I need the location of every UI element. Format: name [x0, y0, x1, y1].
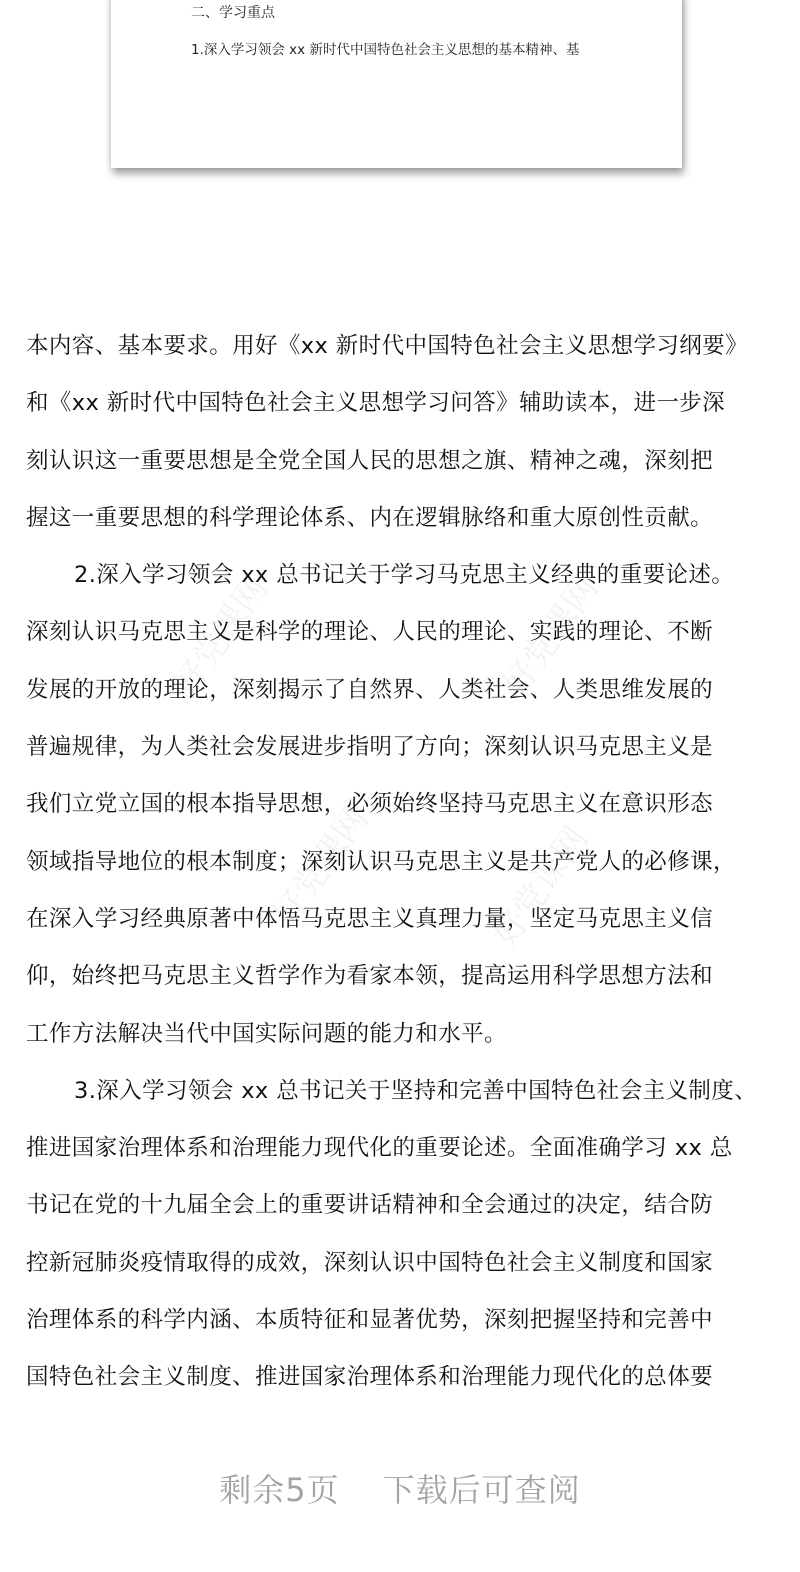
text-line: 刻认识这一重要思想是全党全国人民的思想之旗、精神之魂，深刻把 [26, 447, 714, 474]
text-line: 控新冠肺炎疫情取得的成效，深刻认识中国特色社会主义制度和国家 [26, 1249, 714, 1276]
watermark: 好党课网 [265, 799, 377, 934]
text-line: 治理体系的科学内涵、本质特征和显著优势，深刻把握坚持和完善中 [26, 1307, 714, 1334]
text-line: 和《xx 新时代中国特色社会主义思想学习问答》辅助读本，进一步深 [26, 390, 726, 417]
watermark: 好党课网 [495, 569, 607, 704]
download-hint-label: 下载后可查阅 [382, 1471, 581, 1509]
text-line: 推进国家治理体系和治理能力现代化的重要论述。全面准确学习 xx 总 [26, 1135, 733, 1162]
text-line: 国特色社会主义制度、推进国家治理体系和治理能力现代化的总体要 [26, 1364, 714, 1391]
paragraph-start-line: 2.深入学习领会 xx 总书记关于学习马克思主义经典的重要论述。 [74, 562, 735, 589]
text-line: 仰，始终把马克思主义哲学作为看家本领，提高运用科学思想方法和 [26, 963, 714, 990]
text-line: 我们立党立国的根本指导思想，必须始终坚持马克思主义在意识形态 [26, 791, 714, 818]
text-line: 深刻认识马克思主义是科学的理论、人民的理论、实践的理论、不断 [26, 619, 714, 646]
text-line: 工作方法解决当代中国实际问题的能力和水平。 [26, 1020, 507, 1047]
text-line: 发展的开放的理论，深刻揭示了自然界、人类社会、人类思维发展的 [26, 676, 714, 703]
preview-text-line: 1.深入学习领会 xx 新时代中国特色社会主义思想的基本精神、基 [191, 42, 580, 58]
text-line: 本内容、基本要求。用好《xx 新时代中国特色社会主义思想学习纲要》 [26, 333, 748, 359]
download-to-read-more-banner[interactable] [0, 1465, 800, 1511]
document-body [26, 318, 776, 1407]
watermark: 好党课网 [485, 819, 597, 954]
section-heading: 二、学习重点 [191, 5, 275, 21]
text-line: 普遍规律，为人类社会发展进步指明了方向；深刻认识马克思主义是 [26, 734, 714, 761]
text-line: 握这一重要思想的科学理论体系、内在逻辑脉络和重大原创性贡献。 [26, 504, 714, 531]
text-line: 书记在党的十九届全会上的重要讲话精神和全会通过的决定，结合防 [26, 1192, 714, 1219]
text-line: 在深入学习经典原著中体悟马克思主义真理力量，坚定马克思主义信 [26, 905, 714, 932]
watermark: 好党课网 [165, 569, 277, 704]
paragraph-start-line: 3.深入学习领会 xx 总书记关于坚持和完善中国特色社会主义制度、 [74, 1077, 758, 1104]
remaining-pages-label: 剩余5页 [219, 1471, 340, 1509]
text-line: 领域指导地位的根本制度；深刻认识马克思主义是共产党人的必修课， [26, 848, 736, 875]
document-page-preview [111, 0, 682, 168]
